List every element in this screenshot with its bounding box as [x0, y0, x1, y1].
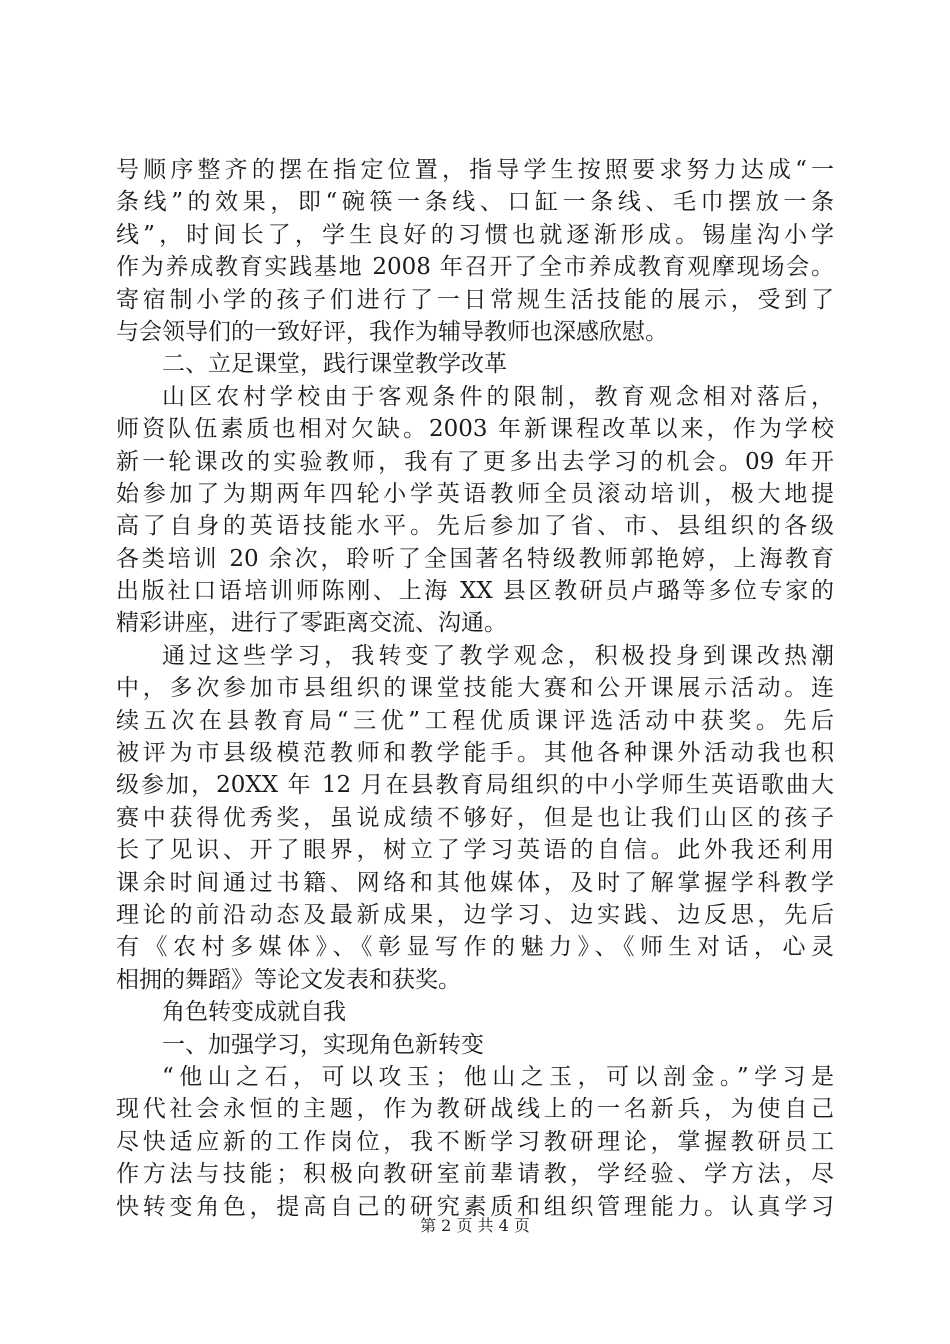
text-line: 尽快适应新的工作岗位，我不断学习教研理论，掌握教研员工 — [116, 1128, 834, 1155]
text-line: 条线”的效果，即“碗筷一条线、口缸一条线、毛巾摆放一条 — [116, 189, 834, 216]
text-line: 作为养成教育实践基地 2008 年召开了全市养成教育观摩现场会。 — [116, 254, 834, 281]
text-line: 赛中获得优秀奖，虽说成绩不够好，但是也让我们山区的孩子 — [116, 804, 834, 831]
text-line: 始参加了为期两年四轮小学英语教师全员滚动培训，极大地提 — [116, 480, 834, 507]
text-line: 角色转变成就自我 — [162, 999, 346, 1026]
page-footer — [0, 1215, 950, 1237]
text-line: 高了自身的英语技能水平。先后参加了省、市、县组织的各级 — [116, 513, 834, 540]
text-line: 师资队伍素质也相对欠缺。2003 年新课程改革以来，作为学校 — [116, 416, 834, 443]
text-line: 中，多次参加市县组织的课堂技能大赛和公开课展示活动。连 — [116, 675, 834, 702]
text-line: 精彩讲座，进行了零距离交流、沟通。 — [116, 610, 507, 637]
page-number: 第 2 页 共 4 页 — [420, 1216, 530, 1235]
text-line: 有《农村多媒体》、《彰显写作的魅力》、《师生对话，心灵 — [116, 934, 834, 961]
text-line: 作方法与技能；积极向教研室前辈请教，学经验、学方法，尽 — [116, 1161, 834, 1188]
text-line: 课余时间通过书籍、网络和其他媒体，及时了解掌握学科教学 — [116, 869, 834, 896]
text-line: 通过这些学习，我转变了教学观念，积极投身到课改热潮 — [162, 642, 834, 669]
document-body — [116, 154, 834, 1223]
text-line: 相拥的舞蹈》等论文发表和获奖。 — [116, 966, 461, 993]
text-line: 一、加强学习，实现角色新转变 — [162, 1031, 484, 1058]
text-line: 被评为市县级模范教师和教学能手。其他各种课外活动我也积 — [116, 740, 834, 767]
text-line: 级参加，20XX 年 12 月在县教育局组织的中小学师生英语歌曲大 — [116, 772, 834, 799]
text-line: 续五次在县教育局“三优”工程优质课评选活动中获奖。先后 — [116, 707, 834, 734]
text-line: 出版社口语培训师陈刚、上海 XX 县区教研员卢璐等多位专家的 — [116, 578, 834, 605]
text-line: 长了见识、开了眼界，树立了学习英语的自信。此外我还利用 — [116, 837, 834, 864]
text-line: 快转变角色，提高自己的研究素质和组织管理能力。认真学习 — [116, 1193, 834, 1220]
text-line: 号顺序整齐的摆在指定位置，指导学生按照要求努力达成“一 — [116, 157, 834, 183]
text-line: 山区农村学校由于客观条件的限制，教育观念相对落后， — [162, 383, 834, 410]
text-line: 与会领导们的一致好评，我作为辅导教师也深感欣慰。 — [116, 318, 668, 345]
text-line: 各类培训 20 余次，聆听了全国著名特级教师郭艳婷，上海教育 — [116, 545, 834, 572]
text-line: “他山之石，可以攻玉；他山之玉，可以剖金。”学习是 — [162, 1063, 834, 1090]
text-line: 新一轮课改的实验教师，我有了更多出去学习的机会。09 年开 — [116, 448, 834, 475]
text-line: 二、立足课堂，践行课堂教学改革 — [162, 351, 507, 378]
text-line: 现代社会永恒的主题，作为教研战线上的一名新兵，为使自己 — [116, 1096, 834, 1123]
text-line: 寄宿制小学的孩子们进行了一日常规生活技能的展示，受到了 — [116, 286, 834, 313]
text-line: 理论的前沿动态及最新成果，边学习、边实践、边反思，先后 — [116, 901, 834, 928]
text-line: 线”，时间长了，学生良好的习惯也就逐渐形成。锡崖沟小学 — [116, 221, 834, 248]
